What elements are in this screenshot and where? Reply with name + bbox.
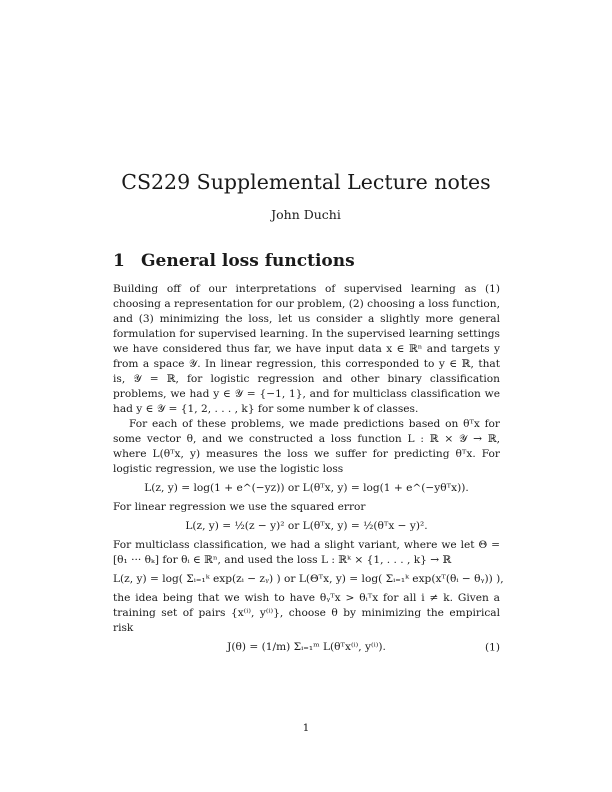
section-number: 1 bbox=[113, 251, 125, 271]
section-body bbox=[113, 282, 504, 659]
page-number: 1 bbox=[302, 722, 310, 734]
paper-title: CS229 Supplemental Lecture notes bbox=[121, 170, 491, 194]
equation-logistic-loss: L(z, y) = log(1 + e^(−yz)) or L(θᵀx, y) = log(1 + e^(−yθᵀx)). bbox=[144, 482, 469, 494]
paragraph-multiclass: For multiclass classification, we had a slight variant, where we let Θ = [θ₁ ··· θₖ] for θᵢ ∈ ℝⁿ, and used the loss L : ℝᵏ × {1, . . . , k} → ℝ bbox=[113, 539, 500, 566]
paragraph-training-set: the idea being that we wish to have θᵧᵀx > θᵢᵀx for all i ≠ k. Given a training set of pairs {x⁽ⁱ⁾, y⁽ⁱ⁾}, choose θ by minimizing the empirical risk bbox=[113, 592, 500, 634]
section-title: General loss functions bbox=[141, 251, 355, 271]
equation-empirical-risk bbox=[113, 640, 500, 655]
paragraph-linear-regression: For linear regression we use the squared error bbox=[113, 501, 366, 513]
paragraph-predictions: For each of these problems, we made predictions based on θᵀx for some vector θ, and we constructed a loss function L : ℝ × 𝒴 → ℝ, where L(θᵀx, y) measures the loss we suffer for predicting θᵀx. For logistic regression, we use the logistic loss bbox=[113, 418, 500, 475]
paragraph-intro: Building off of our interpretations of supervised learning as (1) choosing a representation for our problem, (2) choosing a loss function, and (3) minimizing the loss, let us consider a slightly more general formulation for supervised learning. In the supervised learning settings we have considered thus far, we have input data x ∈ ℝⁿ and targets y from a space 𝒴. In linear regression, this corresponded to y ∈ ℝ, that is, 𝒴 = ℝ, for logistic regression and other binary classification problems, we had y ∈ 𝒴 = {−1, 1}, and for multiclass classification we had y ∈ 𝒴 = {1, 2, . . . , k} for some number k of classes. bbox=[113, 283, 500, 415]
section-heading bbox=[113, 251, 355, 271]
equation-empirical-risk-body: J(θ) = (1/m) Σᵢ₌₁ᵐ L(θᵀx⁽ⁱ⁾, y⁽ⁱ⁾). bbox=[227, 641, 386, 653]
author-name: John Duchi bbox=[271, 207, 341, 222]
equation-number: (1) bbox=[484, 641, 500, 653]
equation-multiclass-loss: L(z, y) = log( Σᵢ₌₁ᵏ exp(zᵢ − zᵧ) ) or L(Θᵀx, y) = log( Σᵢ₌₁ᵏ exp(xᵀ(θᵢ − θᵧ)) ), bbox=[113, 573, 504, 585]
equation-squared-error: L(z, y) = ½(z − y)² or L(θᵀx, y) = ½(θᵀx − y)². bbox=[185, 520, 428, 532]
